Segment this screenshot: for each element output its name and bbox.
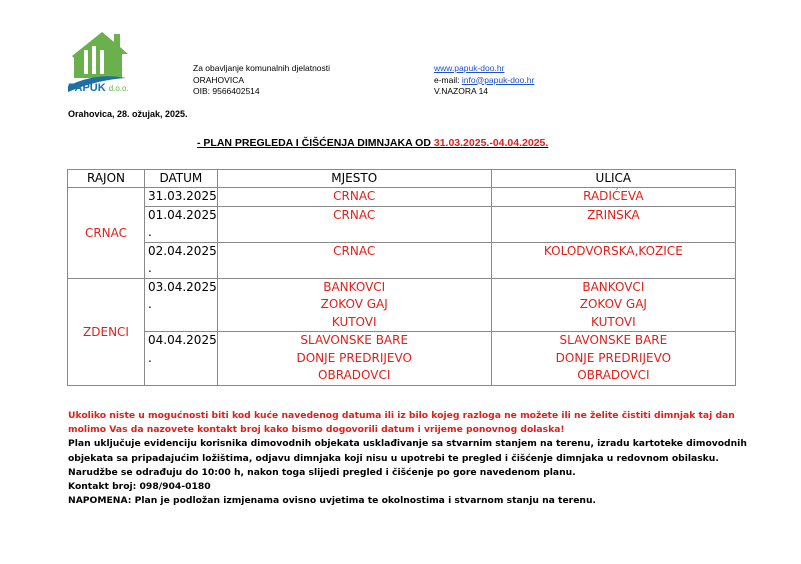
company-address: V.NAZORA 14: [434, 86, 489, 96]
table-row: [68, 242, 736, 278]
ulica-cell: ZRINSKA: [491, 206, 735, 242]
rajon-cell: CRNAC: [68, 188, 145, 279]
datum-cell: 03.04.2025 .: [145, 278, 218, 332]
datum-cell: 02.04.2025 .: [145, 242, 218, 278]
table-row: [68, 278, 736, 332]
mjesto-cell: CRNAC: [217, 188, 491, 207]
header-rajon: RAJON: [68, 170, 145, 188]
orders-note: Narudžbe se odrađuju do 10:00 h, nakon toga slijedi pregled i čišćenje po gore navedenom planu.: [68, 466, 576, 478]
brand-name: PAPUK d.o.o.: [68, 82, 129, 94]
company-info: [193, 63, 330, 98]
company-city: ORAHOVICA: [193, 74, 245, 85]
mjesto-cell: CRNAC: [217, 206, 491, 242]
contact-note: Kontakt broj: 098/904-0180: [68, 481, 211, 493]
datum-cell: 31.03.2025: [145, 188, 218, 207]
ulica-cell: RADIĆEVA: [491, 188, 735, 207]
mjesto-cell: SLAVONSKE BARE DONJE PREDRIJEVO OBRADOVCI: [217, 332, 491, 386]
ulica-cell: BANKOVCI ZOKOV GAJ KUTOVI: [491, 278, 735, 332]
company-contact: [434, 63, 534, 98]
napomena-note: NAPOMENA: Plan je podložan izmjenama ovisno uvjetima te okolnostima i stvarnom stanju na terenu.: [68, 495, 597, 507]
ulica-cell: SLAVONSKE BARE DONJE PREDRIJEVO OBRADOVCI: [491, 332, 735, 386]
datum-cell: 04.04.2025 .: [145, 332, 218, 386]
table-row: [68, 188, 736, 207]
notes-section: [68, 409, 748, 508]
ulica-cell: KOLODVORSKA,KOZICE: [491, 242, 735, 278]
document-date: Orahovica, 28. ožujak, 2025.: [68, 109, 188, 119]
header-ulica: ULICA: [491, 170, 735, 188]
company-oib: OIB: 9566402514: [193, 86, 260, 96]
title-prefix: - PLAN PREGLEDA I ČIŠĆENJA DIMNJAKA OD: [197, 137, 434, 149]
website-link[interactable]: www.papuk-doo.hr: [434, 63, 505, 73]
title-date-range: 31.03.2025.-04.04.2025.: [433, 137, 549, 149]
email-label: e-mail:: [434, 74, 462, 85]
plan-note: Plan uključuje evidenciju korisnika dimovodnih objekata usklađivanje sa stvarnim stanjem na terenu, izradu kartoteke dimovodnih objekata sa pripadajućim ložištima, odjavu dimnjaka koji nisu u upotrebi te pregled i čišćenje dimnjaka u redovnom obilasku.: [68, 438, 747, 464]
header-mjesto: MJESTO: [217, 170, 491, 188]
table-header-row: [68, 170, 736, 188]
warning-note: Ukoliko niste u mogućnosti biti kod kuće navedenog datuma ili iz bilo kojeg razloga ne možete ili ne želite čistiti dimnjak taj dan molimo Vas da nazovete kontakt broj kako bismo dogovorili datum i vrijeme ponovnog dolaska!: [68, 410, 735, 436]
table-row: [68, 206, 736, 242]
schedule-table: [67, 169, 736, 386]
mjesto-cell: BANKOVCI ZOKOV GAJ KUTOVI: [217, 278, 491, 332]
table-row: [68, 332, 736, 386]
company-activity: Za obavljanje komunalnih djelatnosti: [193, 63, 331, 73]
rajon-cell: ZDENCI: [68, 278, 145, 385]
mjesto-cell: CRNAC: [217, 242, 491, 278]
datum-cell: 01.04.2025 .: [145, 206, 218, 242]
document-title: [197, 137, 548, 149]
header-datum: DATUM: [145, 170, 218, 188]
email-link[interactable]: info@papuk-doo.hr: [461, 74, 535, 85]
brand-suffix: d.o.o.: [108, 84, 129, 93]
